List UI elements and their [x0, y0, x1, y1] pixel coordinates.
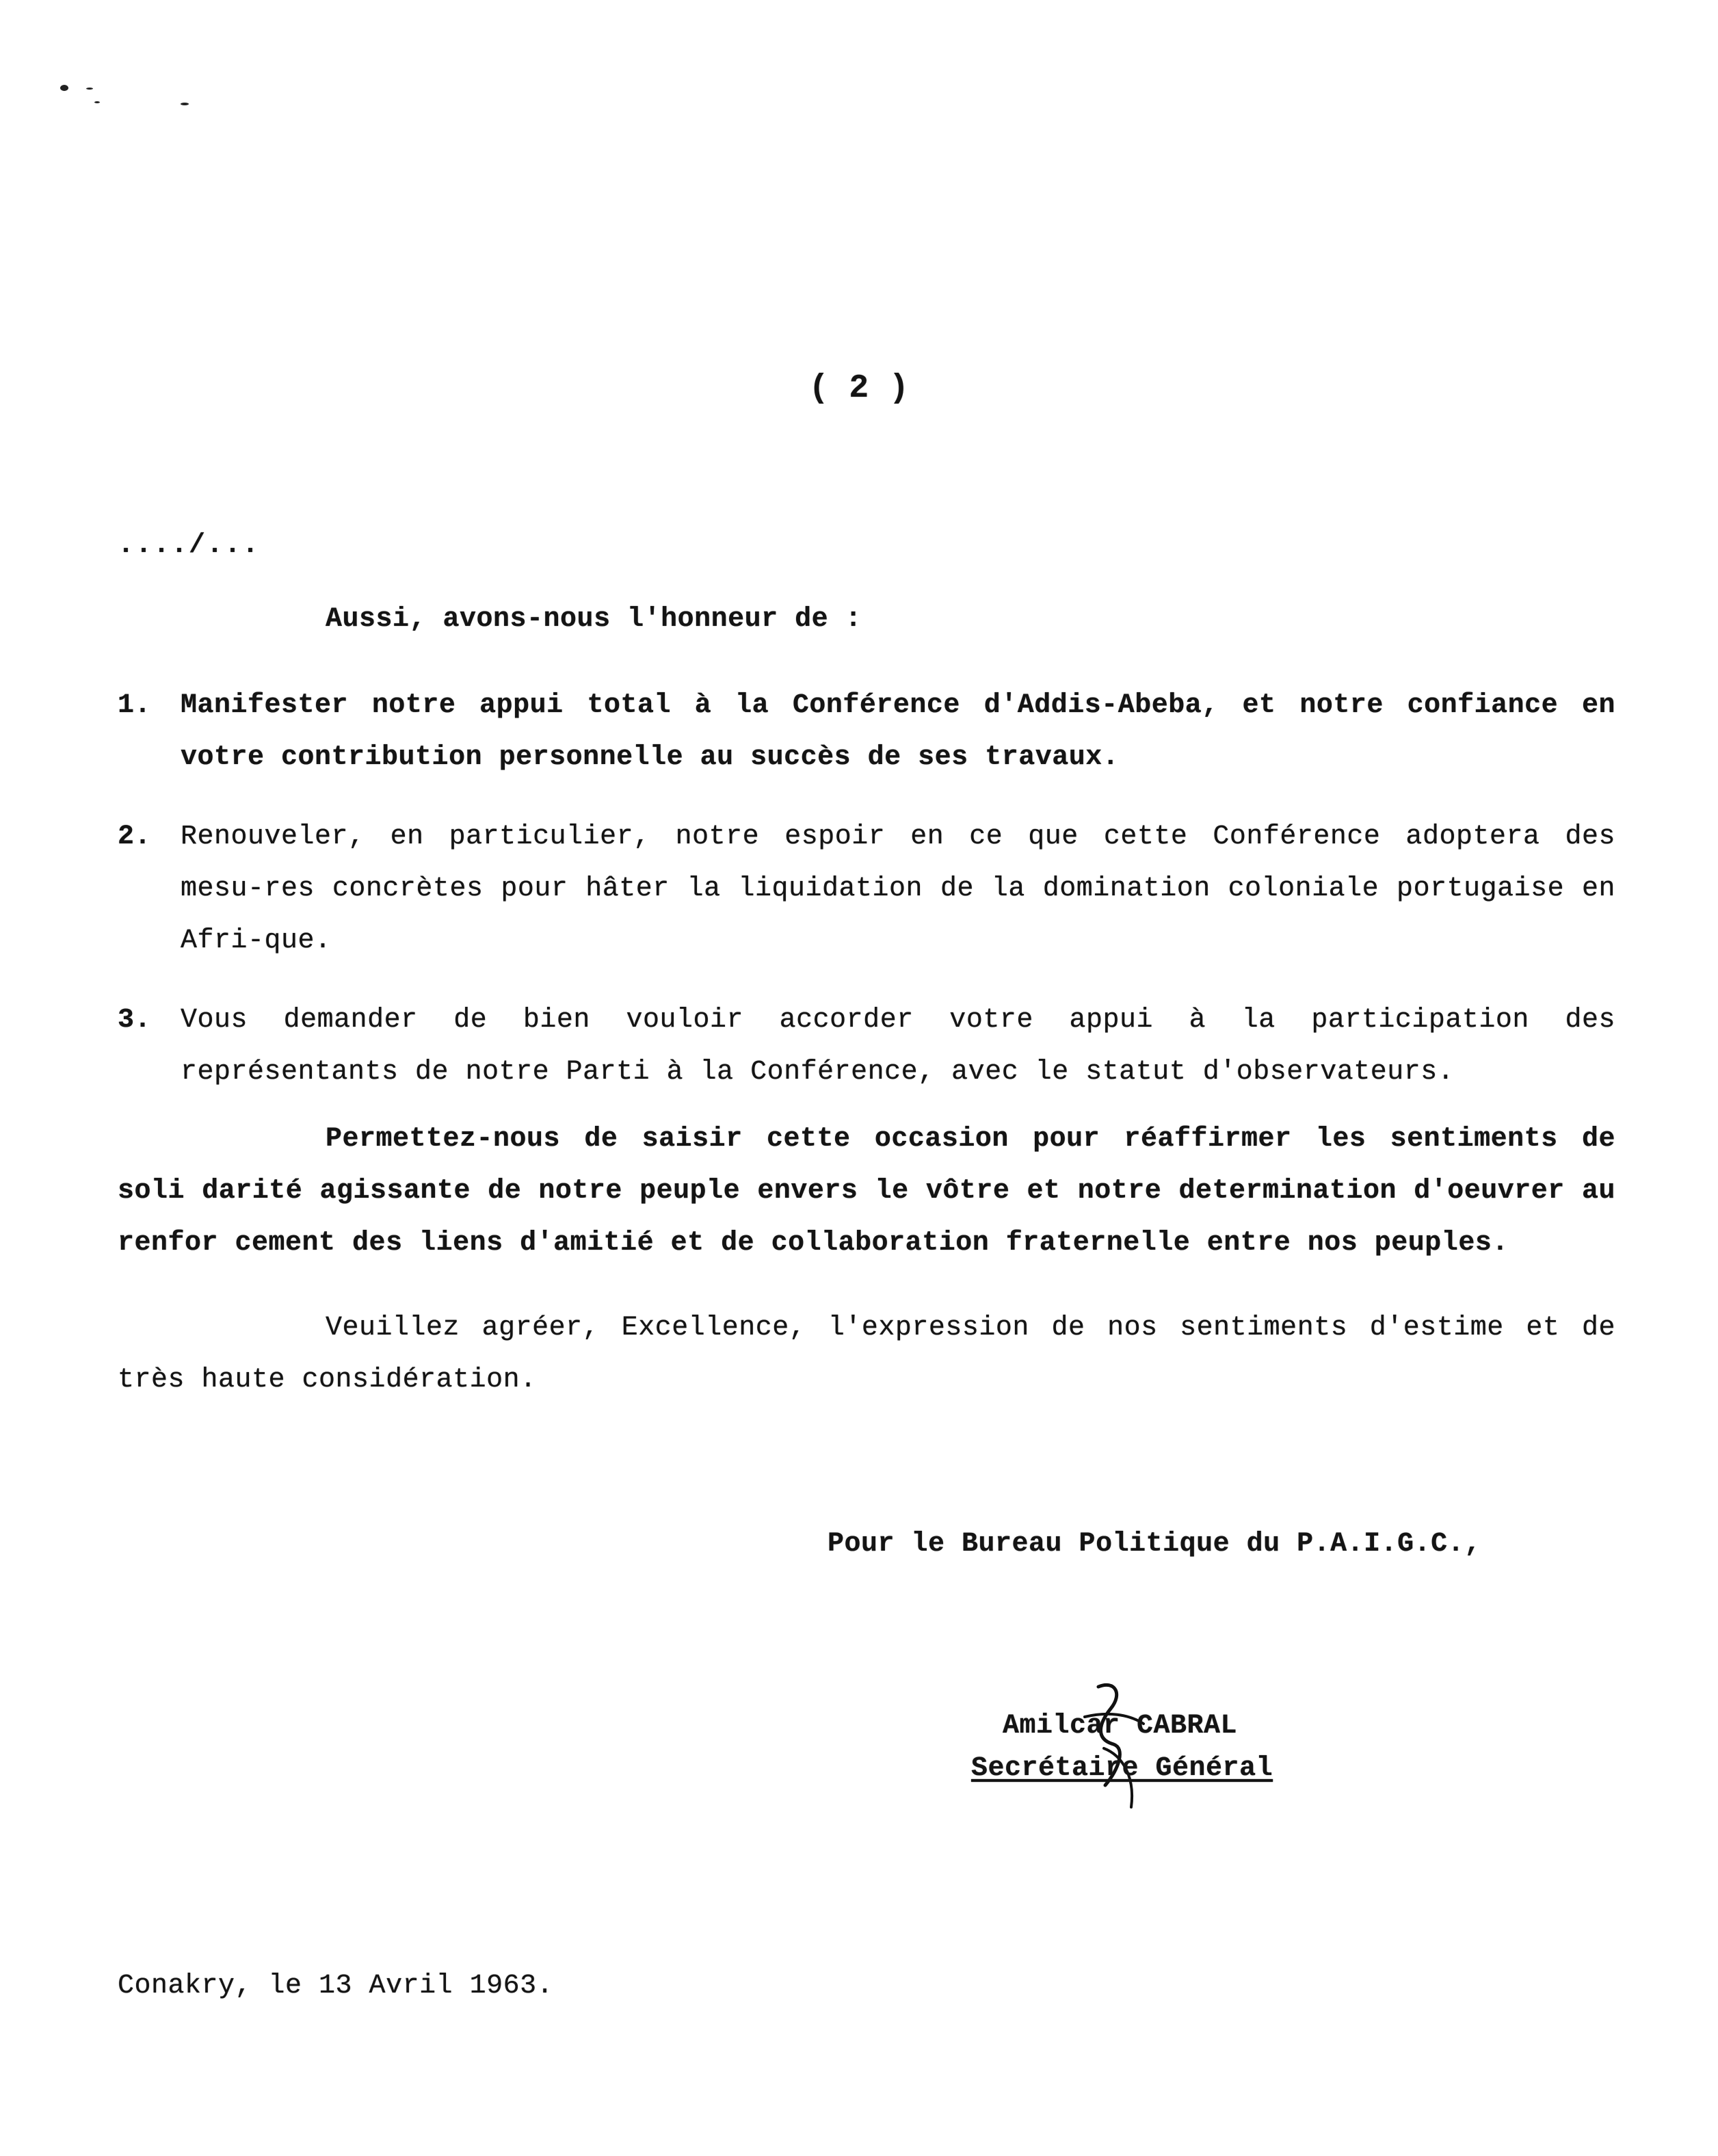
signatory-title: Secrétaire Général: [971, 1753, 1273, 1784]
list-item-number: 3.: [118, 1005, 152, 1036]
signatory-name: Amilcar CABRAL: [1003, 1711, 1238, 1741]
greeting-line: Aussi, avons-nous l'honneur de :: [326, 604, 862, 635]
list-item-text: Vous demander de bien vouloir accorder votre appui à la participation des représentants de notre Parti à la Conférence, avec le statut d'observateurs.: [181, 1005, 1615, 1088]
solidarity-paragraph: Permettez-nous de saisir cette occasion pour réaffirmer les sentiments de soli darité agissante de notre peuple envers le vôtre et notre determination d'oeuvrer au renfor cement des liens d'amitié et de collaboration fraternelle entre nos peuples.: [118, 1124, 1615, 1259]
signature-block: [964, 1700, 1320, 1810]
continuation-marker: ..../...: [118, 530, 261, 561]
list-item-text: Renouveler, en particulier, notre espoir en ce que cette Conférence adoptera des mesu-res concrètes pour hâter la liquidation de la domination coloniale portugaise en Afri-que.: [181, 821, 1615, 956]
numbered-list: [118, 680, 1615, 1126]
list-item: [118, 995, 1615, 1099]
signoff-line: Pour le Bureau Politique du P.A.I.G.C.,: [828, 1529, 1481, 1560]
list-item-text: Manifester notre appui total à la Conférence d'Addis-Abeba, et notre confiance en votre contribution personnelle au succès de ses travaux.: [181, 690, 1615, 773]
closing-paragraph: Veuillez agréer, Excellence, l'expression de nos sentiments d'estime et de très haute considération.: [118, 1313, 1615, 1395]
list-item: [118, 811, 1615, 967]
list-item-number: 2.: [118, 821, 152, 852]
page-number: ( 2 ): [808, 370, 910, 407]
scan-specks: [55, 75, 356, 130]
place-date: Conakry, le 13 Avril 1963.: [118, 1971, 554, 2001]
list-item-number: 1.: [118, 690, 152, 721]
list-item: [118, 680, 1615, 784]
